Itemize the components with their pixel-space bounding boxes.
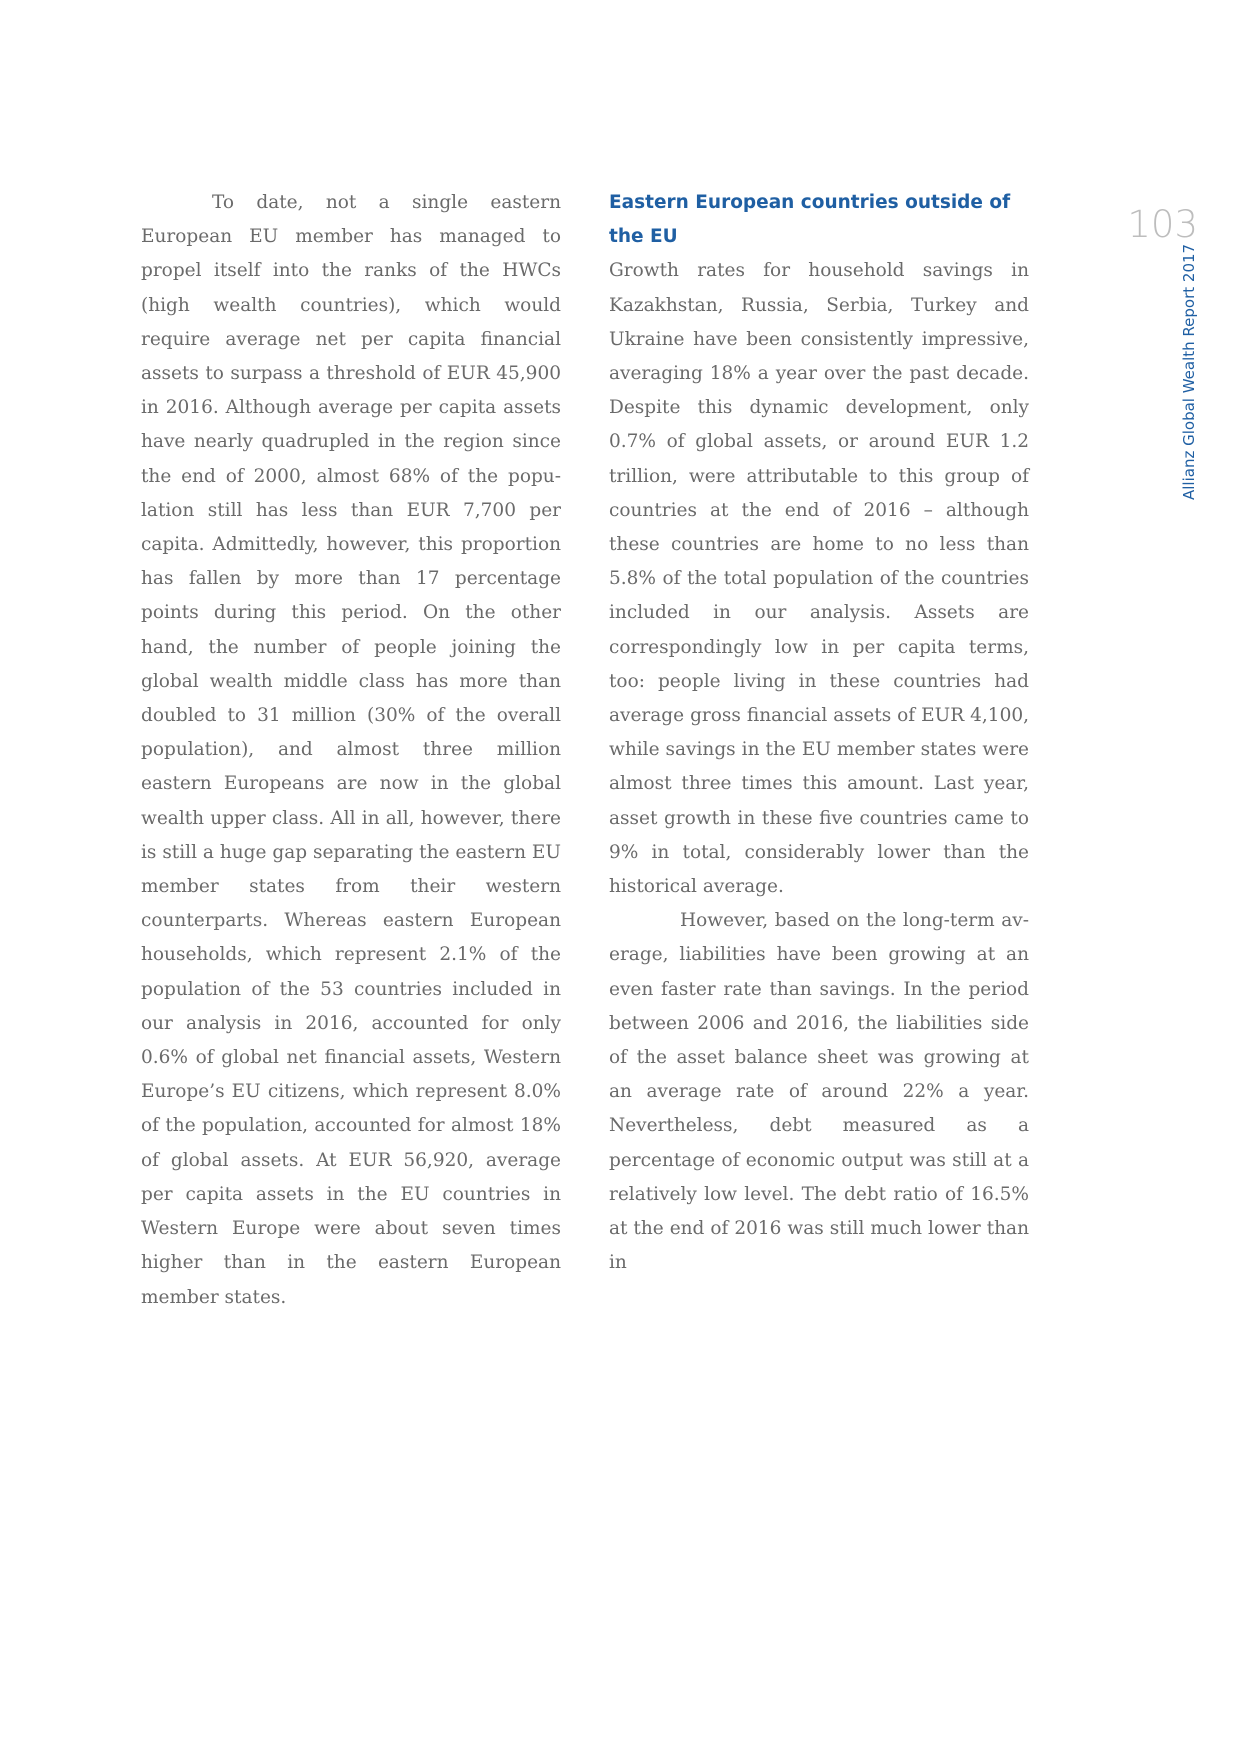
left-column	[141, 186, 561, 1315]
left-paragraph-1: To date, not a single eastern European EU member has managed to propel itself into the ranks of the HWCs (high wealth countries), which would require average net per capita financial assets to surpass a threshold of EUR 45,900 in 2016. Although average per capita assets have nearly quadrupled in the region since the end of 2000, almost 68% of the population still has less than EUR 7,700 per capita. Admittedly, however, this proportion has fallen by more than 17 percentage points during this period. On the other hand, the number of people joining the global wealth middle class has more than doubled to 31 million (30% of the overall population), and almost three million eastern Europeans are now in the global wealth upper class. All in all, however, there is still a huge gap separating the eastern EU member states from their western counterparts. Whereas eastern European households, which represent 2.1% of the population of the 53 countries included in our analysis in 2016, accounted for only 0.6% of global net financial assets, Western Europe’s EU citizens, which represent 8.0% of the population, accounted for almost 18% of global assets. At EUR 56,920, average per capita assets in the EU countries in Western Europe were about seven times higher than in the eastern European member states.	[141, 192, 561, 1308]
running-title: Allianz Global Wealth Report 2017	[1180, 243, 1198, 500]
page-number: 103	[1127, 203, 1198, 246]
right-paragraph-1: Growth rates for household savings in Kazakhstan, Russia, Serbia, Turkey and Ukraine have been consistently impressive, averaging 18% a year over the past decade. Despite this dynamic development, only 0.7% of global assets, or around EUR 1.2 trillion, were attributable to this group of countries at the end of 2016 – although these countries are home to no less than 5.8% of the total population of the countries included in our analysis. Assets are correspondingly low in per capita terms, too: people living in these countries had average gross financial assets of EUR 4,100, while savings in the EU member states were almost three times this amount. Last year, asset growth in these five countries came to 9% in total, considerably lower than the historical average.	[609, 260, 1029, 898]
right-column	[609, 186, 1029, 1281]
section-heading: Eastern European countries outside of the EU	[609, 192, 1011, 248]
right-paragraph-2: However, based on the long-term average, liabilities have been growing at an even faster rate than savings. In the period between 2006 and 2016, the liabilities side of the asset balance sheet was growing at an average rate of around 22% a year. Nevertheless, debt measured as a percentage of economic output was still at a relatively low level. The debt ratio of 16.5% at the end of 2016 was still much lower than in	[609, 910, 1029, 1274]
